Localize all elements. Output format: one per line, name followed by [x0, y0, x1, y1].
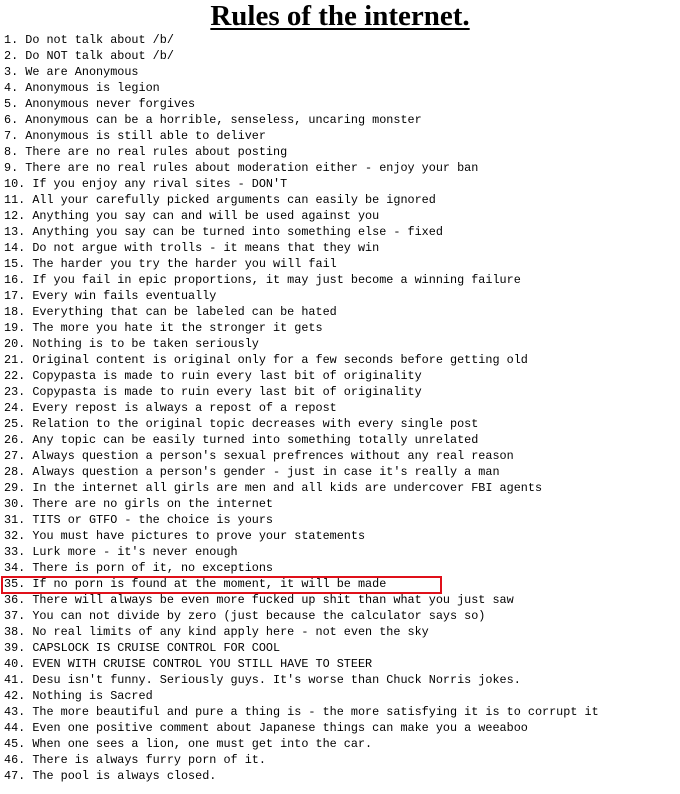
rule-item: 5. Anonymous never forgives — [4, 97, 196, 111]
rule-item: 2. Do NOT talk about /b/ — [4, 49, 174, 63]
rule-item: 47. The pool is always closed. — [4, 769, 217, 783]
rule-item: 25. Relation to the original topic decreases with every single post — [4, 417, 479, 431]
rule-item: 40. EVEN WITH CRUISE CONTROL YOU STILL HAVE TO STEER — [4, 657, 373, 671]
highlighted-rule-item: 35. If no porn is found at the moment, it will be made — [4, 576, 599, 592]
rule-item: 20. Nothing is to be taken seriously — [4, 337, 259, 351]
rule-item: 1. Do not talk about /b/ — [4, 33, 174, 47]
rule-item: 7. Anonymous is still able to deliver — [4, 129, 266, 143]
rule-item: 3. We are Anonymous — [4, 65, 139, 79]
rule-item: 22. Copypasta is made to ruin every last bit of originality — [4, 369, 422, 383]
rule-item: 23. Copypasta is made to ruin every last bit of originality — [4, 385, 422, 399]
rule-item: 33. Lurk more - it's never enough — [4, 545, 238, 559]
rule-item: 17. Every win fails eventually — [4, 289, 217, 303]
rule-item: 4. Anonymous is legion — [4, 81, 160, 95]
page-title-text: Rules of the internet. — [210, 0, 470, 32]
rule-item: 28. Always question a person's gender - just in case it's really a man — [4, 465, 500, 479]
rule-item: 26. Any topic can be easily turned into something totally unrelated — [4, 433, 479, 447]
rule-item: 14. Do not argue with trolls - it means that they win — [4, 241, 380, 255]
rule-item: 31. TITS or GTFO - the choice is yours — [4, 513, 274, 527]
rule-item: 46. There is always furry porn of it. — [4, 753, 266, 767]
rule-item: 37. You can not divide by zero (just because the calculator says so) — [4, 609, 486, 623]
rule-item: 24. Every repost is always a repost of a repost — [4, 401, 337, 415]
rule-item: 44. Even one positive comment about Japanese things can make you a weeaboo — [4, 721, 528, 735]
rule-item: 18. Everything that can be labeled can be hated — [4, 305, 337, 319]
rule-item: 9. There are no real rules about moderation either - enjoy your ban — [4, 161, 479, 175]
rule-item: 41. Desu isn't funny. Seriously guys. It's worse than Chuck Norris jokes. — [4, 673, 521, 687]
rule-item: 16. If you fail in epic proportions, it may just become a winning failure — [4, 273, 521, 287]
rule-item: 45. When one sees a lion, one must get into the car. — [4, 737, 373, 751]
rule-item: 19. The more you hate it the stronger it gets — [4, 321, 323, 335]
rule-item: 30. There are no girls on the internet — [4, 497, 274, 511]
rule-item: 36. There will always be even more fucked up shit than what you just saw — [4, 593, 514, 607]
rule-item: 38. No real limits of any kind apply here - not even the sky — [4, 625, 429, 639]
rules-list — [4, 32, 599, 784]
rule-item: 27. Always question a person's sexual prefrences without any real reason — [4, 449, 514, 463]
rule-item: 8. There are no real rules about posting — [4, 145, 288, 159]
rule-item: 42. Nothing is Sacred — [4, 689, 153, 703]
rule-item: 13. Anything you say can be turned into something else - fixed — [4, 225, 443, 239]
rule-item: 15. The harder you try the harder you will fail — [4, 257, 337, 271]
rule-item: 29. In the internet all girls are men and all kids are undercover FBI agents — [4, 481, 543, 495]
rule-item: 10. If you enjoy any rival sites - DON'T — [4, 177, 288, 191]
rule-item: 39. CAPSLOCK IS CRUISE CONTROL FOR COOL — [4, 641, 281, 655]
rule-item: 11. All your carefully picked arguments can easily be ignored — [4, 193, 436, 207]
rule-item: 43. The more beautiful and pure a thing is - the more satisfying it is to corrupt it — [4, 705, 599, 719]
page-title — [0, 0, 680, 34]
rule-item: 21. Original content is original only for a few seconds before getting old — [4, 353, 528, 367]
rule-item: 34. There is porn of it, no exceptions — [4, 561, 274, 575]
rule-item: 6. Anonymous can be a horrible, senseless, uncaring monster — [4, 113, 422, 127]
rule-item: 32. You must have pictures to prove your statements — [4, 529, 366, 543]
rule-item: 12. Anything you say can and will be used against you — [4, 209, 380, 223]
